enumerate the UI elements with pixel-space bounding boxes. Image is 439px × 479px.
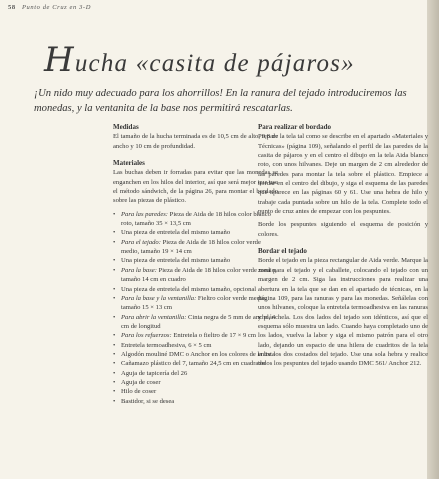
page-title xyxy=(44,40,355,80)
medidas-heading: Medidas xyxy=(113,123,139,131)
list-item: • Para la base: Pieza de Aida de 18 hilos color verde medio, tamaño 14 cm en cuadro xyxy=(113,266,278,285)
list-item: • Cañamazo plástico del 7, tamaño 24,5 cm en cuadrado xyxy=(113,359,278,368)
list-item: • Una pieza de entretela del mismo tamaño xyxy=(113,228,278,237)
tejado-heading: Bordar el tejado xyxy=(258,247,307,256)
bordado-heading: Para realizar el bordado xyxy=(258,123,332,131)
running-header xyxy=(8,4,91,11)
intro-text: ¡Un nido muy adecuado para los ahorrillos! En la ranura del tejado introduciremos las monedas, y la ventanita de la base nos permitirá rescatarlas. xyxy=(34,88,407,114)
bordado-paragraph-2: Borde los pespuntes siguiendo el esquema de posición y colores. xyxy=(258,221,428,238)
page-spine-shadow xyxy=(427,0,439,479)
list-item: • Hilo de coser xyxy=(113,387,278,396)
right-column xyxy=(258,123,428,373)
page-number: 58 xyxy=(8,4,16,11)
materiales-heading: Materiales xyxy=(113,159,145,168)
list-item: • Para la base y la ventanilla: Fieltro color verde medio, tamaño 15 × 13 cm xyxy=(113,294,278,313)
list-item: • Para los refuerzos: Entretela o fieltro de 17 × 9 cm xyxy=(113,331,278,340)
list-item: • Una pieza de entretela del mismo tamaño xyxy=(113,256,278,265)
list-item: • Una pieza de entretela del mismo tamaño, opcional xyxy=(113,285,278,294)
list-item: • Aguja de coser xyxy=(113,378,278,387)
list-item: • Bastidor, si se desea xyxy=(113,397,278,406)
running-title: Punto de Cruz en 3-D xyxy=(21,4,91,11)
list-item: • Aguja de tapicería del 26 xyxy=(113,369,278,378)
list-item: • Algodón mouliné DMC o Anchor en los colores de la lista xyxy=(113,350,278,359)
tejado-text: Borde el tejado en la pieza rectangular de Aida verde. Marque la zona para el tejado y el caballete, colocando el tejado con un margen de 2 cm. Siga las instrucciones para realizar una abertura en la tela que se dan en el apartado de técnicas, en la página 109, para las ranuras y para las monedas. Señálelas con unos hilvanes, coloque la entretela termoadhesiva en las ranuras y plánchela. Los dos lados del tejado son idénticos, así que el esquema sólo muestra un lado. Cuando haya completado uno de los lados, vuelva la labor y siga el mismo patrón para el otro lado, dejando un espacio de una hilera de cuadritos de la tela entre los dos costados del tejado. Use una sola hebra y realice todos los pespuntes del tejado usando DMC 561/ Anchor 212. xyxy=(258,257,428,368)
list-item: • Para las paredes: Pieza de Aida de 18 hilos color blanco roto, tamaño 35 × 13,5 cm xyxy=(113,210,278,229)
title-rest: ucha «casita de pájaros» xyxy=(74,50,355,77)
title-initial: H xyxy=(44,40,75,80)
list-item: • Entretela termoadhesiva, 6 × 5 cm xyxy=(113,341,278,350)
list-item: • Para abrir la ventanilla: Cinta negra de 5 mm de ancho, 4 cm de longitud xyxy=(113,313,278,332)
materiales-text: Las buchas deben ir forradas para evitar que las monedas se enganchen en los hilos del interior, así que será mejor que use el método sándwich, de la página 26, para montar el bordado sobre las piezas de plástico. xyxy=(113,169,278,205)
materials-list xyxy=(113,210,278,406)
left-column xyxy=(113,123,278,406)
medidas-text: El tamaño de la hucha terminada es de 10,5 cm de alto, 9,8 de ancho y 10 cm de profundidad. xyxy=(113,133,278,150)
bordado-paragraph-1: Prepare la tela tal como se describe en el apartado «Materiales y Técnicas» (página 109), señalando el perfil de las paredes de la casita de pájaros y en el centro el dibujo en la tela Aida blanco roto, con unos hilvanes. Deje un margen de 2 cm alrededor de las paredes para montar la tela sobre el plástico. Empiece a bordar en el centro del dibujo, y siga el esquema de las paredes que aparece en las páginas 60 y 61. Use una hebra de hilo y trabaje cada puntada sobre un hilo de la tela. Complete todo el punto de cruz antes de empezar con los pespuntes. xyxy=(258,133,428,216)
list-item: • Para el tejado: Pieza de Aida de 18 hilos color verde medio, tamaño 19 × 14 cm xyxy=(113,238,278,257)
